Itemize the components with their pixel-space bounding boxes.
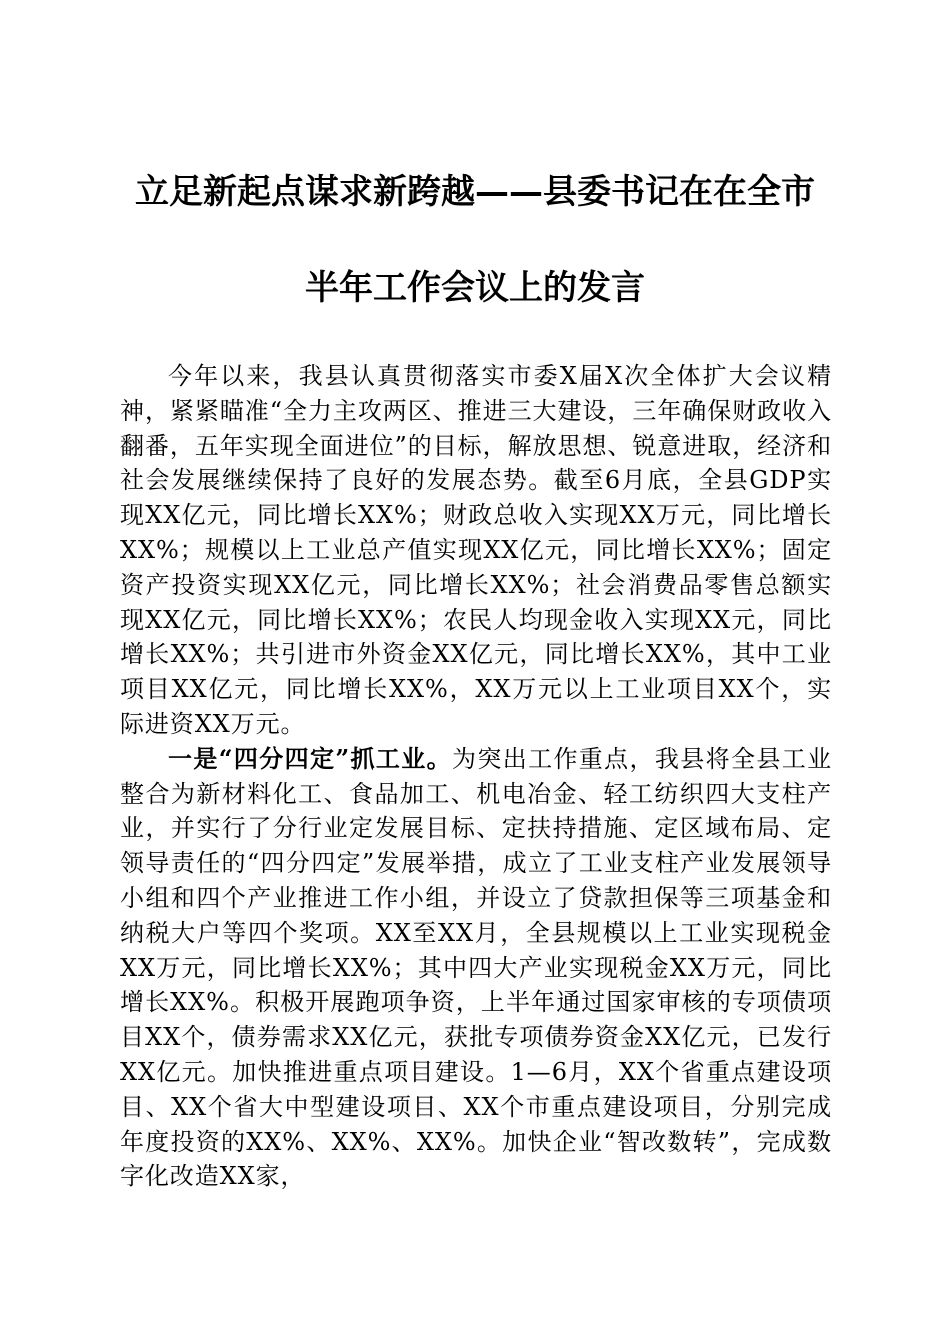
document-title-line-2: 半年工作会议上的发言 <box>305 268 645 308</box>
paragraph-industry-heading: 一是“四分四定”抓工业。 <box>168 743 452 773</box>
paragraph-intro-text: 今年以来，我县认真贯彻落实市委X届X次全体扩大会议精神，紧紧瞄准“全力主攻两区、推进三大建设，三年确保财政收入翻番，五年实现全面进位”的目标，解放思想、锐意进取，经济和社会发展继续保持了良好的发展态势。截至6月底，全县GDP实现XX亿元，同比增长XX%；财政总收入实现XX万元，同比增长XX%；规模以上工业总产值实现XX亿元，同比增长XX%；固定资产投资实现XX亿元，同比增长XX%；社会消费品零售总额实现XX亿元，同比增长XX%；农民人均现金收入实现XX元，同比增长XX%；共引进市外资金XX亿元，同比增长XX%，其中工业项目XX亿元，同比增长XX%，XX万元以上工业项目XX个，实际进资XX万元。 <box>120 362 832 738</box>
paragraph-industry-text: 为突出工作重点，我县将全县工业整合为新材料化工、食品加工、机电冶金、轻工纺织四大支柱产业，并实行了分行业定发展目标、定扶持措施、定区域布局、定领导责任的“四分四定”发展举措，成立了工业支柱产业发展领导小组和四个产业推进工作小组，并设立了贷款担保等三项基金和纳税大户等四个奖项。XX至XX月，全县规模以上工业实现税金XX万元，同比增长XX%；其中四大产业实现税金XX万元，同比增长XX%。积极开展跑项争资，上半年通过国家审核的专项债项目XX个，债券需求XX亿元，获批专项债券资金XX亿元，已发行XX亿元。加快推进重点项目建设。1—6月，XX个省重点建设项目、XX个省大中型建设项目、XX个市重点建设项目，分别完成年度投资的XX%、XX%、XX%。加快企业“智改数转”，完成数字化改造XX家， <box>120 744 832 1191</box>
paragraph-intro <box>120 359 832 742</box>
paragraph-industry <box>120 742 832 1194</box>
document-title-line-1: 立足新起点谋求新跨越——县委书记在在全市 <box>135 172 815 212</box>
document-body <box>120 359 832 1194</box>
